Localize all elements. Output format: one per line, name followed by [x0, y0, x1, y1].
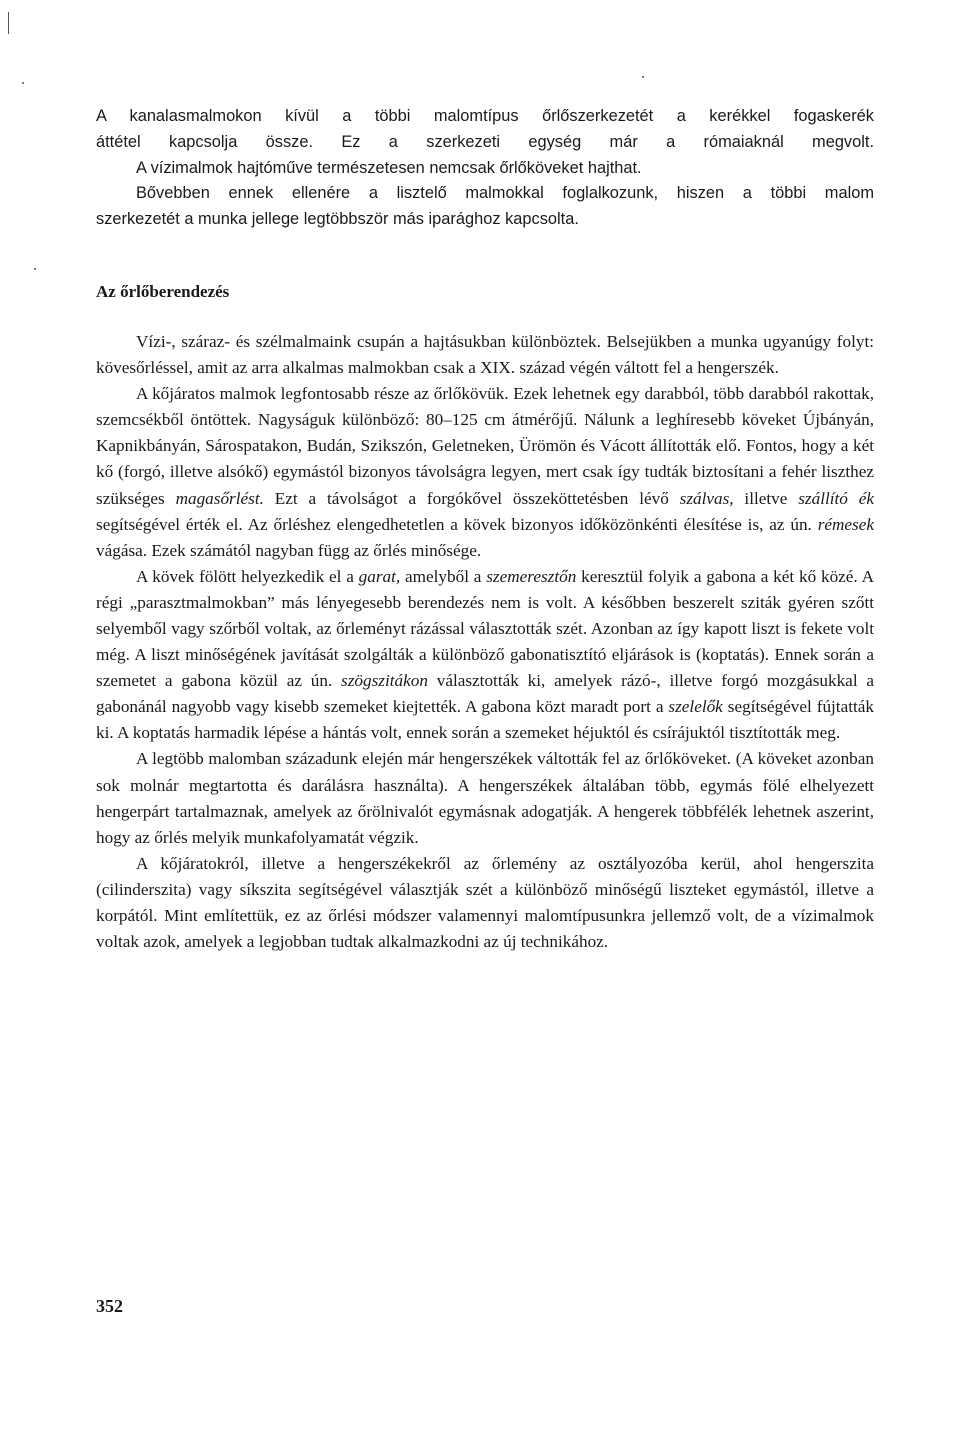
section-heading: Az őrlőberendezés — [96, 281, 230, 301]
italic-term: szálvas, — [679, 488, 734, 508]
italic-term: szögszitákon — [341, 671, 428, 691]
italic-term: garat, — [358, 566, 401, 586]
text-run: A kövek fölött helyezkedik el a — [136, 566, 359, 586]
intro-line: szerkezetét a munka jellege legtöbbször más iparághoz kapcsolta. — [96, 210, 579, 229]
text-run: A kőjáratos malmok legfontosabb része az őrlőkövük. Ezek lehetnek egy darabból, több darabból rakottak, szemcsékből öntöttek. Nagyságuk különböző: 80–125 cm átmérőjű. Nálunk a leghíresebb köveket Újbányán, Kapnikbányán, Sárospatakon, Budán, Szikszón, Geletneken, Ürömön és Vácott állították elő. Fontos, hogy a két kő (forgó, illetve alsókő) egymástól bizonyos távolságra legyen, mert csak így tudták biztosítani a fehér liszthez szükséges — [96, 384, 874, 508]
document-page — [96, 104, 874, 955]
body-text — [96, 329, 874, 955]
text-run: amelyből a — [400, 566, 487, 586]
paragraph — [96, 851, 874, 955]
text-run: A legtöbb malomban századunk elején már hengerszékek váltották fel az őrlőköveket. (A köveket azonban sok molnár megtartotta és darálásra használta). A hengerszékek általában több, egymás fölé elhelyezett hengerpárt tartalmaznak, amelyek az őrölnivalót egymásnak adogatják. A hengerek többfélék lehetnek aszerint, hogy az őrlés melyik munkafolyamatát végzik. — [96, 749, 874, 847]
text-run: segítségével fújtatták ki. A koptatás harmadik lépése a hántás volt, ennek során a szemeket héjuktól és csírájuktól tisztították meg. — [96, 697, 874, 743]
page-number: 352 — [96, 1296, 123, 1316]
intro-line: Bővebben ennek ellenére a lisztelő malmokkal foglalkozunk, hiszen a többi malom — [136, 184, 874, 203]
paragraph — [96, 329, 874, 381]
text-run: segítségével érték el. Az őrléshez elengedhetetlen a kövek bizonyos időközönkénti élesítése is, az ún. — [96, 514, 818, 534]
scan-speck — [642, 76, 644, 78]
italic-term: szelelők — [668, 697, 723, 717]
paragraph — [96, 564, 874, 747]
intro-line: áttétel kapcsolja össze. Ez a szerkezeti egység már a rómaiaknál megvolt. — [96, 132, 874, 151]
text-run: A kőjáratokról, illetve a hengerszékekről az őrlemény az osztályozóba kerül, ahol hengerszita (cilinderszita) vagy síkszita segítségével választják szét a különböző minőségű liszteket egymástól, illetve a korpától. Mint említettük, ez az őrlési módszer valamennyi malomtípusunkra jellemző volt, de a vízimalmok voltak azok, amelyek a legjobban tudtak alkalmazkodni az új technikához. — [96, 853, 874, 952]
scan-speck — [8, 12, 9, 34]
intro-line: A kanalasmalmokon kívül a többi malomtípus őrlőszerkezetét a kerékkel fogaskerék — [96, 107, 874, 125]
text-run: keresztül folyik a gabona a két kő közé. A régi „parasztmalmokban” más lényegesebb berendezés nem is volt. A későbben beszerelt sziták gyéren szőtt selyemből vagy szőrből voltak, az őrleményt rázással választották szét. Azonban az így kapott liszt is fekete volt még. A liszt minőségének javítását szolgálták a különböző gabonatisztító eljárások is (koptatás). Ennek során a szemetet a gabona közül az ún. — [96, 566, 874, 691]
italic-term: rémesek — [817, 514, 874, 534]
text-run: Ezt a távolságot a forgókővel összeköttetésben lévő — [263, 488, 680, 508]
italic-term: szemeresztőn — [486, 566, 577, 586]
text-run: illetve — [733, 488, 799, 508]
text-run: Vízi-, száraz- és szélmalmaink csupán a hajtásukban különböztek. Belsejükben a munka ugyanúgy folyt: kövesőrléssel, amit az arra alkalmas malmokban csak a XIX. század végén váltott fel a hengerszék. — [96, 331, 874, 378]
scan-speck — [22, 82, 24, 84]
italic-term: magasőrlést. — [175, 488, 264, 508]
text-run: vágása. Ezek számától nagyban függ az őrlés minősége. — [96, 540, 482, 560]
paragraph — [96, 381, 874, 564]
scan-speck — [34, 268, 36, 270]
italic-term: szállító ék — [798, 488, 874, 508]
text-run: választották ki, amelyek rázó-, illetve forgó mozgásukkal a gabonánál nagyobb vagy kisebb szemeket kiejtették. A gabona közt maradt port a — [96, 671, 875, 717]
intro-block — [96, 104, 874, 233]
intro-line: A vízimalmok hajtóműve természetesen nemcsak őrlőköveket hajthat. — [136, 158, 642, 177]
paragraph — [96, 746, 874, 850]
